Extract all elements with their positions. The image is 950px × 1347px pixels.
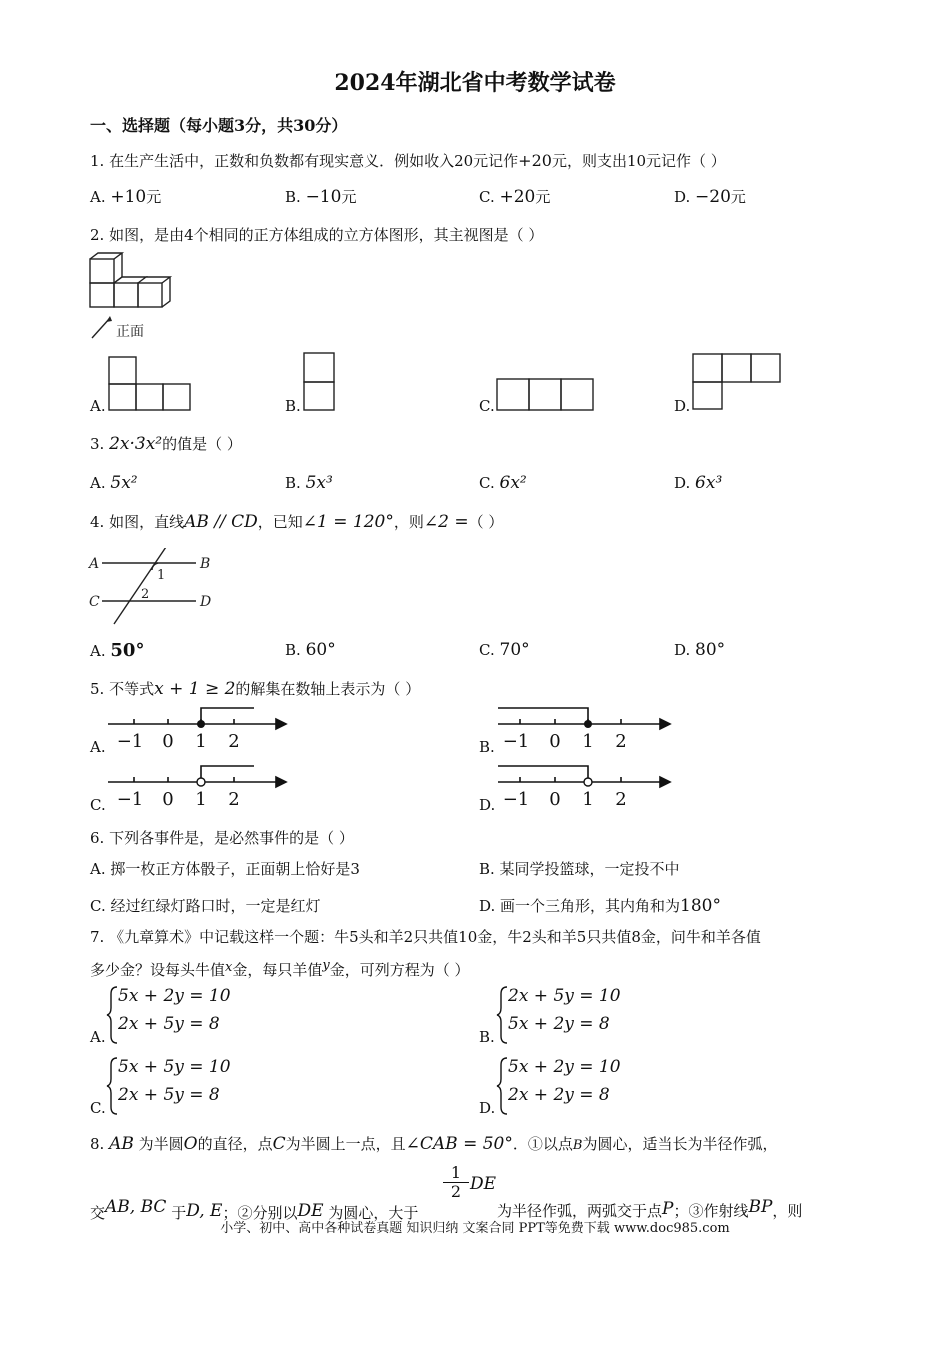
q6-option-a: A. 掷一枚正方体骰子，正面朝上恰好是3 bbox=[90, 860, 360, 878]
question-2: 2. 如图，是由4个相同的正方体组成的立方体图形，其主视图是（ ） bbox=[90, 226, 544, 244]
q7-d-eq2: 2x + 2y = 8 bbox=[508, 1085, 610, 1105]
svg-text:1: 1 bbox=[195, 731, 207, 752]
q2-option-d: D. bbox=[674, 397, 691, 415]
label-a: A bbox=[89, 556, 100, 572]
q3-option-d: D. 6x³ bbox=[674, 473, 723, 493]
q7-option-a: A. bbox=[90, 1028, 106, 1046]
q7-option-d: D. bbox=[479, 1099, 496, 1117]
q5-number-line-c bbox=[104, 762, 294, 810]
q2-option-a-figure bbox=[108, 355, 194, 413]
q1-option-a: A. +10元 bbox=[90, 187, 162, 207]
svg-text:2: 2 bbox=[228, 789, 240, 810]
q1-math: +20 bbox=[518, 151, 552, 170]
q2-option-c-figure bbox=[496, 377, 596, 413]
q1-option-b: B. −10元 bbox=[285, 187, 357, 207]
q6-option-c: C. 经过红绿灯路口时，一定是红灯 bbox=[90, 897, 321, 915]
angle-1-label: 1 bbox=[157, 568, 166, 583]
svg-text:0: 0 bbox=[549, 731, 561, 752]
q7-c-eq2: 2x + 5y = 8 bbox=[118, 1085, 220, 1105]
q7-b-eq1: 2x + 5y = 10 bbox=[508, 986, 621, 1006]
svg-text:1: 1 bbox=[582, 789, 594, 810]
q5-option-d: D. bbox=[479, 796, 496, 814]
svg-text:2: 2 bbox=[228, 731, 240, 752]
question-8-line-2: 交AB, BC 于D, E；②分别以DE 为圆心，大于 bbox=[90, 1197, 419, 1222]
question-4: 4. 如图，直线AB // CD，已知∠1 = 120°，则∠2 =（ ） bbox=[90, 512, 504, 532]
q1-text: 1. 在生产生活中，正数和负数都有现实意义．例如收入20元记作 bbox=[90, 152, 519, 170]
q5-option-b: B. bbox=[479, 738, 495, 756]
page-title: 2024年湖北省中考数学试卷 bbox=[334, 70, 616, 96]
angle-2-label: 2 bbox=[141, 587, 150, 602]
q2-option-b: B. bbox=[285, 397, 301, 415]
question-8-line-1: 8. AB 为半圆O的直径，点C为半圆上一点，且∠CAB = 50°．①以点B为圆心，适当长为半径作弧， bbox=[90, 1134, 778, 1154]
svg-text:0: 0 bbox=[162, 789, 174, 810]
question-6: 6. 下列各事件是，是必然事件的是（ ） bbox=[90, 829, 354, 847]
q2-option-c: C. bbox=[479, 397, 495, 415]
q7-b-eq2: 5x + 2y = 8 bbox=[508, 1014, 610, 1034]
section-heading: 一、选择题（每小题3分，共30分） bbox=[90, 116, 348, 135]
q5-option-a: A. bbox=[90, 738, 106, 756]
svg-text:1: 1 bbox=[582, 731, 594, 752]
q3-option-c: C. 6x² bbox=[479, 473, 527, 493]
q2-option-b-figure bbox=[303, 351, 337, 413]
q8-fraction: 1 2 bbox=[443, 1164, 469, 1201]
question-7-line-2: 多少金？设每头牛值x金，每只羊值y金，可列方程为（ ） bbox=[90, 958, 470, 979]
question-7-line-1: 7. 《九章算术》中记载这样一个题：牛5头和羊2只共值10金，牛2头和羊5只共值8金，问牛和羊各值 bbox=[90, 928, 761, 946]
q6-option-d: D. 画一个三角形，其内角和为180° bbox=[479, 896, 721, 916]
q8-fraction-de: DE bbox=[470, 1174, 497, 1194]
label-b: B bbox=[200, 556, 211, 572]
label-d: D bbox=[200, 594, 212, 610]
q6-option-b: B. 某同学投篮球，一定投不中 bbox=[479, 860, 680, 878]
q4-option-d: D. 80° bbox=[674, 640, 726, 660]
q4-option-a: A. 50° bbox=[90, 640, 145, 661]
q4-parallel-lines-figure bbox=[86, 548, 216, 628]
svg-text:1: 1 bbox=[195, 789, 207, 810]
q3-option-b: B. 5x³ bbox=[285, 473, 333, 493]
q7-option-c: C. bbox=[90, 1099, 106, 1117]
svg-text:2: 2 bbox=[615, 789, 627, 810]
q5-option-c: C. bbox=[90, 796, 106, 814]
question-8-line-2b: 为半径作弧，两弧交于点P；③作射线BP，则 bbox=[497, 1197, 803, 1220]
q1-tail: 元，则支出10元记作（ ） bbox=[551, 152, 726, 170]
q2-option-a: A. bbox=[90, 397, 106, 415]
q3-option-a: A. 5x² bbox=[90, 473, 138, 493]
question-5: 5. 不等式x + 1 ≥ 2的解集在数轴上表示为（ ） bbox=[90, 679, 421, 699]
q7-a-eq2: 2x + 5y = 8 bbox=[118, 1014, 220, 1034]
front-label: 正面 bbox=[116, 324, 144, 340]
svg-text:−1: −1 bbox=[116, 731, 144, 752]
footer-text: 小学、初中、高中各种试卷真题 知识归纳 文案合同 PPT等免费下载 www.doc985.com bbox=[220, 1221, 730, 1236]
q2-cube-figure bbox=[84, 250, 194, 345]
q7-d-eq1: 5x + 2y = 10 bbox=[508, 1057, 621, 1077]
svg-text:0: 0 bbox=[549, 789, 561, 810]
svg-text:−1: −1 bbox=[116, 789, 144, 810]
q5-number-line-d bbox=[494, 762, 684, 810]
question-1 bbox=[90, 150, 726, 171]
svg-text:0: 0 bbox=[162, 731, 174, 752]
svg-text:−1: −1 bbox=[502, 789, 530, 810]
q4-option-c: C. 70° bbox=[479, 640, 530, 660]
q7-option-b: B. bbox=[479, 1028, 495, 1046]
q5-number-line-b bbox=[494, 704, 684, 752]
q5-number-line-a bbox=[104, 704, 294, 752]
svg-text:2: 2 bbox=[615, 731, 627, 752]
svg-text:−1: −1 bbox=[502, 731, 530, 752]
q1-option-c: C. +20元 bbox=[479, 187, 551, 207]
q7-a-eq1: 5x + 2y = 10 bbox=[118, 986, 231, 1006]
question-3: 3. 2x·3x²的值是（ ） bbox=[90, 434, 242, 454]
q1-option-d: D. −20元 bbox=[674, 187, 746, 207]
q3-expression: 2x·3x² bbox=[109, 434, 163, 454]
label-c: C bbox=[89, 594, 100, 610]
q4-option-b: B. 60° bbox=[285, 640, 336, 660]
q2-option-d-figure bbox=[692, 352, 784, 412]
q7-c-eq1: 5x + 5y = 10 bbox=[118, 1057, 231, 1077]
